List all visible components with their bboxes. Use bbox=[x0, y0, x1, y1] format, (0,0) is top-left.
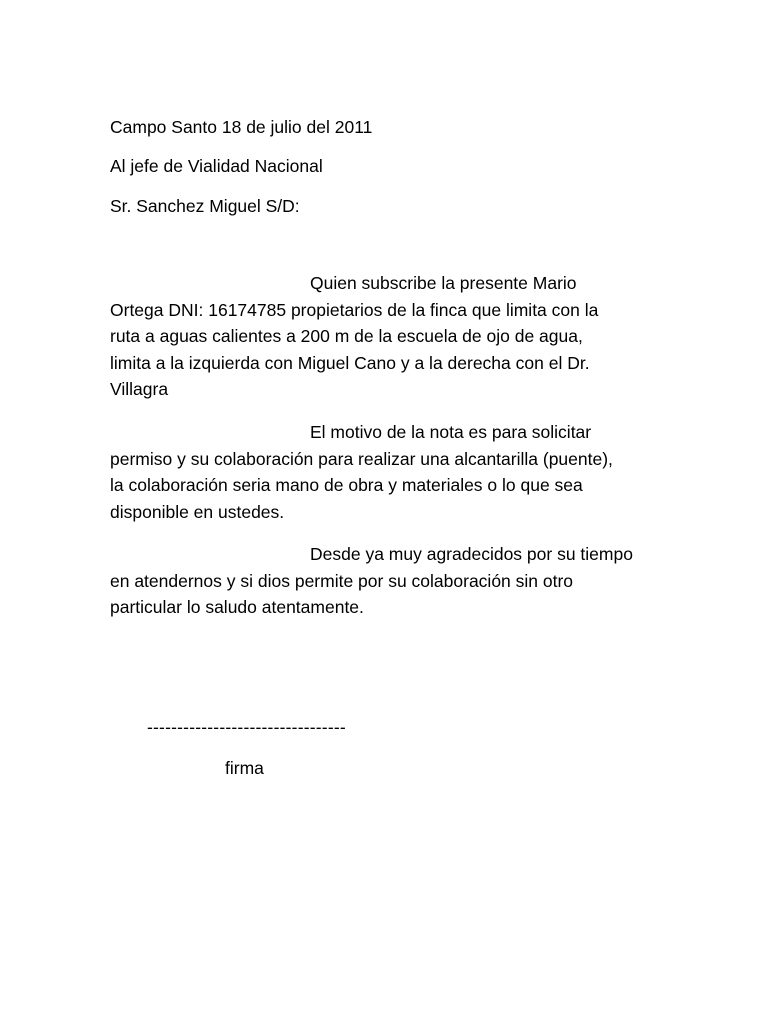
paragraph-introduction bbox=[110, 270, 655, 403]
paragraph-first-line: Desde ya muy agradecidos por su tiempo bbox=[310, 544, 633, 564]
paragraph-first-line: Quien subscribe la presente Mario bbox=[310, 273, 577, 293]
recipient-title: Al jefe de Vialidad Nacional bbox=[110, 156, 323, 176]
paragraph-line: permiso y su colaboración para realizar una alcantarilla (puente), bbox=[110, 448, 613, 469]
paragraph-body bbox=[110, 446, 655, 526]
paragraph-body bbox=[110, 568, 655, 621]
recipient-name: Sr. Sanchez Miguel S/D: bbox=[110, 196, 300, 216]
paragraph-line: limita a la izquierda con Miguel Cano y a la derecha con el Dr. bbox=[110, 352, 590, 373]
signature-label: firma bbox=[225, 758, 264, 778]
paragraph-line: Villagra bbox=[110, 379, 169, 399]
paragraph-line: ruta a aguas calientes a 200 m de la escuela de ojo de agua, bbox=[110, 326, 583, 346]
paragraph-line: Ortega DNI: 16174785 propietarios de la finca que limita con la bbox=[110, 299, 599, 320]
paragraph-line: disponible en ustedes. bbox=[110, 501, 285, 522]
paragraph-request bbox=[110, 419, 655, 525]
paragraph-line: particular lo saludo atentamente. bbox=[110, 597, 364, 617]
paragraph-first-line: El motivo de la nota es para solicitar bbox=[310, 422, 592, 442]
paragraph-body bbox=[110, 297, 655, 403]
paragraph-closing bbox=[110, 541, 655, 621]
signature-line: --------------------------------- bbox=[147, 717, 346, 737]
paragraph-line: la colaboración seria mano de obra y materiales o lo que sea bbox=[110, 475, 583, 495]
paragraph-line: en atendernos y si dios permite por su colaboración sin otro bbox=[110, 570, 574, 591]
place-date: Campo Santo 18 de julio del 2011 bbox=[110, 117, 373, 137]
